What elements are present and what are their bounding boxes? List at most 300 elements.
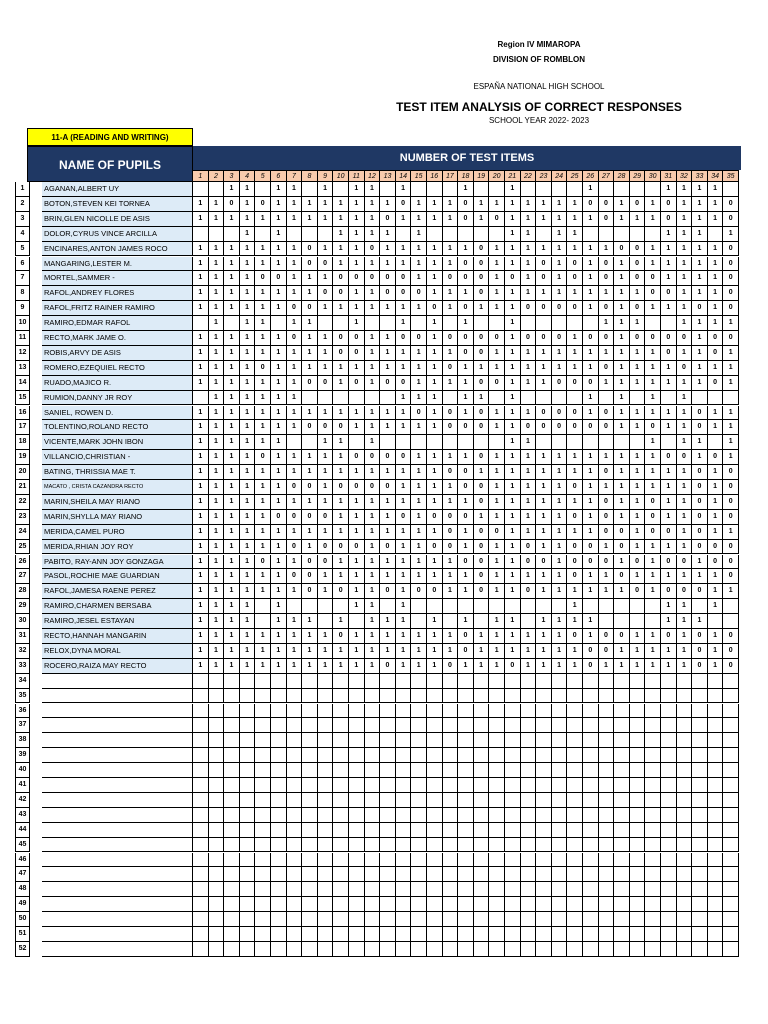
response-cell: 1 [552, 540, 568, 555]
response-cell [380, 808, 396, 823]
row-number: 5 [15, 242, 30, 257]
response-cell: 1 [240, 242, 256, 257]
response-cell [302, 912, 318, 927]
response-cell [567, 942, 583, 957]
response-cell [505, 867, 521, 882]
response-cell [521, 391, 537, 406]
item-number-header: 27 [599, 170, 615, 182]
response-cell [567, 435, 583, 450]
response-cell: 1 [427, 406, 443, 421]
response-cell [552, 927, 568, 942]
response-cell: 1 [365, 406, 381, 421]
response-cell: 1 [271, 465, 287, 480]
response-cell [489, 733, 505, 748]
response-cell: 0 [661, 629, 677, 644]
response-cell: 1 [661, 465, 677, 480]
response-cell: 1 [521, 659, 537, 674]
response-cell [567, 882, 583, 897]
response-cell [474, 689, 490, 704]
response-cell: 0 [349, 346, 365, 361]
response-cell: 1 [224, 584, 240, 599]
response-cell [599, 942, 615, 957]
response-cell [349, 808, 365, 823]
response-cell [193, 867, 209, 882]
response-cell [677, 867, 693, 882]
response-cell: 1 [474, 659, 490, 674]
row-number: 28 [15, 584, 30, 599]
response-cell: 1 [443, 376, 459, 391]
response-cell [193, 897, 209, 912]
response-cell: 0 [318, 286, 334, 301]
response-cell: 1 [692, 614, 708, 629]
response-cell: 1 [349, 659, 365, 674]
row-number: 39 [15, 748, 30, 763]
response-cell: 1 [240, 197, 256, 212]
pupil-name: RAFOL,ANDREY FLORES [42, 286, 193, 301]
response-cell: 0 [708, 346, 724, 361]
response-cell: 1 [614, 584, 630, 599]
response-cell: 1 [427, 525, 443, 540]
response-cell: 1 [193, 540, 209, 555]
response-cell: 0 [427, 584, 443, 599]
response-cell [427, 763, 443, 778]
pupil-name [42, 778, 193, 793]
pupil-name: ENCINARES,ANTON JAMES ROCO [42, 242, 193, 257]
pupil-name: RUADO,MAJICO R. [42, 376, 193, 391]
response-cell: 1 [505, 286, 521, 301]
response-cell: 1 [552, 510, 568, 525]
response-cell [318, 927, 334, 942]
response-cell: 1 [271, 286, 287, 301]
response-cell [505, 942, 521, 957]
response-cell [240, 882, 256, 897]
response-cell: 0 [521, 555, 537, 570]
item-number-header: 21 [505, 170, 521, 182]
response-cell [365, 897, 381, 912]
response-cell: 1 [302, 197, 318, 212]
response-cell [552, 718, 568, 733]
response-cell [255, 808, 271, 823]
response-cell [271, 942, 287, 957]
response-cell [209, 182, 225, 197]
response-cell [318, 763, 334, 778]
response-cell: 0 [692, 629, 708, 644]
response-cell: 1 [224, 450, 240, 465]
response-cell: 1 [677, 257, 693, 272]
response-cell: 0 [723, 465, 739, 480]
response-cell: 1 [505, 584, 521, 599]
response-cell: 1 [630, 406, 646, 421]
response-cell [708, 942, 724, 957]
response-cell [645, 867, 661, 882]
row-number: 2 [15, 197, 30, 212]
row-number: 22 [15, 495, 30, 510]
response-cell: 1 [583, 569, 599, 584]
response-cell: 1 [443, 480, 459, 495]
response-cell [458, 927, 474, 942]
response-cell: 1 [661, 376, 677, 391]
response-cell: 1 [224, 346, 240, 361]
response-cell [661, 674, 677, 689]
response-cell: 1 [505, 212, 521, 227]
pupil-name [42, 704, 193, 719]
response-cell [599, 897, 615, 912]
response-cell: 0 [567, 629, 583, 644]
response-cell [193, 927, 209, 942]
response-cell: 1 [536, 510, 552, 525]
response-cell: 1 [193, 659, 209, 674]
response-cell: 1 [630, 361, 646, 376]
response-cell: 1 [708, 182, 724, 197]
response-cell: 1 [271, 555, 287, 570]
response-cell [489, 674, 505, 689]
response-cell [723, 614, 739, 629]
response-cell: 1 [474, 197, 490, 212]
response-cell: 1 [333, 510, 349, 525]
response-cell: 1 [505, 555, 521, 570]
response-cell [599, 674, 615, 689]
response-cell: 0 [396, 376, 412, 391]
response-cell: 0 [505, 659, 521, 674]
response-cell [536, 748, 552, 763]
response-cell: 1 [255, 480, 271, 495]
response-cell: 0 [536, 271, 552, 286]
response-cell: 1 [583, 257, 599, 272]
response-cell [536, 316, 552, 331]
response-cell: 1 [692, 331, 708, 346]
response-cell: 0 [692, 301, 708, 316]
response-cell [645, 689, 661, 704]
response-cell: 1 [318, 271, 334, 286]
response-cell: 1 [411, 644, 427, 659]
response-cell [224, 942, 240, 957]
response-cell: 1 [380, 257, 396, 272]
response-cell [193, 748, 209, 763]
response-cell: 1 [396, 629, 412, 644]
response-cell: 1 [209, 316, 225, 331]
response-cell [287, 435, 303, 450]
response-cell [333, 391, 349, 406]
response-cell [661, 867, 677, 882]
response-cell: 1 [193, 286, 209, 301]
response-cell: 1 [458, 569, 474, 584]
response-cell: 1 [318, 480, 334, 495]
response-cell [443, 316, 459, 331]
response-cell: 0 [521, 301, 537, 316]
response-cell: 1 [521, 271, 537, 286]
response-cell: 1 [692, 197, 708, 212]
response-cell [209, 733, 225, 748]
response-cell: 1 [396, 242, 412, 257]
response-cell [552, 823, 568, 838]
response-cell: 1 [692, 450, 708, 465]
response-cell: 1 [427, 212, 443, 227]
response-cell: 0 [458, 346, 474, 361]
response-cell: 0 [380, 540, 396, 555]
response-cell: 1 [349, 525, 365, 540]
response-cell [630, 704, 646, 719]
response-cell: 1 [645, 346, 661, 361]
response-cell [505, 674, 521, 689]
response-cell: 1 [630, 629, 646, 644]
response-cell: 0 [443, 406, 459, 421]
response-cell: 1 [318, 331, 334, 346]
response-cell: 1 [505, 182, 521, 197]
response-cell [333, 808, 349, 823]
response-cell: 1 [458, 316, 474, 331]
response-cell: 1 [489, 420, 505, 435]
response-cell [396, 793, 412, 808]
response-cell: 1 [552, 644, 568, 659]
response-cell: 0 [318, 420, 334, 435]
response-cell [599, 823, 615, 838]
response-cell: 1 [661, 406, 677, 421]
response-cell [723, 927, 739, 942]
response-cell [240, 689, 256, 704]
response-cell: 0 [458, 197, 474, 212]
pupil-name: RUMION,DANNY JR ROY [42, 391, 193, 406]
response-cell: 1 [193, 271, 209, 286]
response-cell: 1 [645, 450, 661, 465]
row-number: 8 [15, 286, 30, 301]
response-cell [287, 927, 303, 942]
response-cell: 1 [677, 212, 693, 227]
response-cell: 0 [599, 495, 615, 510]
response-cell: 1 [396, 599, 412, 614]
response-cell: 0 [474, 540, 490, 555]
response-cell: 0 [302, 584, 318, 599]
response-cell: 1 [536, 569, 552, 584]
response-cell [224, 793, 240, 808]
response-cell: 1 [396, 584, 412, 599]
response-cell [302, 793, 318, 808]
response-cell [677, 838, 693, 853]
response-cell: 0 [380, 376, 396, 391]
response-cell: 1 [349, 301, 365, 316]
response-cell [614, 763, 630, 778]
response-cell: 1 [630, 480, 646, 495]
pupil-name [42, 808, 193, 823]
response-cell: 0 [630, 301, 646, 316]
response-cell [677, 704, 693, 719]
response-cell: 0 [458, 644, 474, 659]
response-cell: 0 [599, 525, 615, 540]
pupil-name: PASOL,ROCHIE MAE GUARDIAN [42, 569, 193, 584]
response-cell: 1 [396, 361, 412, 376]
response-cell [567, 927, 583, 942]
response-cell [411, 599, 427, 614]
pupil-name [42, 927, 193, 942]
response-cell [443, 182, 459, 197]
response-cell: 1 [349, 510, 365, 525]
pupil-name: BOTON,STEVEN KEI TORNEA [42, 197, 193, 212]
response-cell [614, 748, 630, 763]
response-cell [411, 882, 427, 897]
response-cell [536, 823, 552, 838]
response-cell: 0 [333, 584, 349, 599]
response-cell: 1 [583, 286, 599, 301]
response-cell: 1 [677, 599, 693, 614]
response-cell: 1 [630, 525, 646, 540]
response-cell: 1 [708, 197, 724, 212]
item-number-header: 2 [209, 170, 225, 182]
response-cell: 1 [240, 584, 256, 599]
response-cell [567, 689, 583, 704]
response-cell: 1 [427, 376, 443, 391]
response-cell [521, 763, 537, 778]
response-cell: 0 [723, 659, 739, 674]
response-cell: 1 [209, 301, 225, 316]
response-cell: 1 [333, 406, 349, 421]
response-cell [427, 599, 443, 614]
response-cell: 0 [411, 331, 427, 346]
response-cell: 0 [458, 331, 474, 346]
response-cell: 0 [599, 257, 615, 272]
response-cell: 0 [599, 629, 615, 644]
response-cell [365, 927, 381, 942]
response-cell: 1 [318, 525, 334, 540]
response-cell: 1 [583, 614, 599, 629]
response-cell [645, 614, 661, 629]
response-cell [302, 808, 318, 823]
response-cell [333, 942, 349, 957]
response-cell: 1 [271, 644, 287, 659]
response-cell [193, 689, 209, 704]
response-cell [630, 718, 646, 733]
response-cell [427, 823, 443, 838]
response-cell: 1 [505, 569, 521, 584]
response-cell: 0 [645, 495, 661, 510]
response-cell [224, 912, 240, 927]
response-cell [599, 808, 615, 823]
response-cell [443, 882, 459, 897]
response-cell: 1 [240, 212, 256, 227]
response-cell: 1 [536, 465, 552, 480]
response-cell [505, 823, 521, 838]
response-cell [411, 316, 427, 331]
response-cell [708, 897, 724, 912]
response-cell: 1 [567, 599, 583, 614]
response-cell [380, 793, 396, 808]
response-cell: 0 [723, 271, 739, 286]
response-cell: 0 [599, 361, 615, 376]
response-cell: 1 [614, 510, 630, 525]
response-cell [271, 897, 287, 912]
school-year: SCHOOL YEAR 2022- 2023 [488, 116, 590, 125]
response-cell [333, 763, 349, 778]
response-cell: 1 [240, 510, 256, 525]
response-cell [552, 316, 568, 331]
response-cell [505, 838, 521, 853]
response-cell: 1 [193, 525, 209, 540]
response-cell [723, 823, 739, 838]
response-cell: 1 [536, 644, 552, 659]
response-cell [599, 689, 615, 704]
pupil-name [42, 674, 193, 689]
response-cell: 1 [224, 301, 240, 316]
response-cell [552, 674, 568, 689]
row-number: 48 [15, 882, 30, 897]
response-cell [458, 689, 474, 704]
response-cell [271, 763, 287, 778]
response-cell: 0 [318, 257, 334, 272]
response-cell: 1 [333, 227, 349, 242]
response-cell [505, 927, 521, 942]
response-cell [271, 823, 287, 838]
response-cell: 1 [349, 182, 365, 197]
response-cell: 1 [645, 242, 661, 257]
response-cell [193, 227, 209, 242]
response-cell: 1 [630, 316, 646, 331]
pupil-name: VICENTE,MARK JOHN IBON [42, 435, 193, 450]
response-cell: 0 [723, 629, 739, 644]
response-cell: 0 [287, 331, 303, 346]
response-cell [427, 435, 443, 450]
response-cell [427, 718, 443, 733]
response-cell [411, 897, 427, 912]
response-cell: 1 [536, 197, 552, 212]
response-cell: 1 [193, 435, 209, 450]
response-cell [614, 718, 630, 733]
response-cell: 1 [567, 525, 583, 540]
response-cell: 1 [209, 286, 225, 301]
response-cell: 1 [333, 435, 349, 450]
response-cell [411, 182, 427, 197]
response-cell [583, 853, 599, 868]
response-cell: 0 [489, 331, 505, 346]
response-cell [255, 718, 271, 733]
response-cell [411, 808, 427, 823]
response-cell [474, 823, 490, 838]
response-cell [271, 838, 287, 853]
response-cell [708, 808, 724, 823]
response-cell: 0 [630, 242, 646, 257]
response-cell: 1 [614, 197, 630, 212]
response-cell: 1 [318, 584, 334, 599]
response-cell [474, 793, 490, 808]
response-cell: 0 [552, 406, 568, 421]
response-cell: 1 [630, 644, 646, 659]
response-cell: 1 [552, 212, 568, 227]
response-cell: 1 [209, 391, 225, 406]
response-cell [536, 897, 552, 912]
response-cell [583, 823, 599, 838]
response-cell [240, 674, 256, 689]
response-cell [723, 763, 739, 778]
response-cell: 1 [411, 525, 427, 540]
response-cell [630, 838, 646, 853]
response-cell [677, 882, 693, 897]
response-cell [599, 599, 615, 614]
response-cell [661, 391, 677, 406]
response-cell [614, 927, 630, 942]
response-cell [318, 391, 334, 406]
response-cell: 1 [224, 495, 240, 510]
response-cell: 1 [209, 197, 225, 212]
response-cell: 1 [458, 450, 474, 465]
response-cell: 1 [411, 242, 427, 257]
response-cell [630, 778, 646, 793]
response-cell [521, 867, 537, 882]
response-cell [271, 718, 287, 733]
response-cell [474, 853, 490, 868]
response-cell [396, 882, 412, 897]
response-cell: 0 [474, 495, 490, 510]
response-cell: 1 [692, 286, 708, 301]
response-cell: 1 [489, 540, 505, 555]
response-cell [224, 882, 240, 897]
response-cell [645, 316, 661, 331]
